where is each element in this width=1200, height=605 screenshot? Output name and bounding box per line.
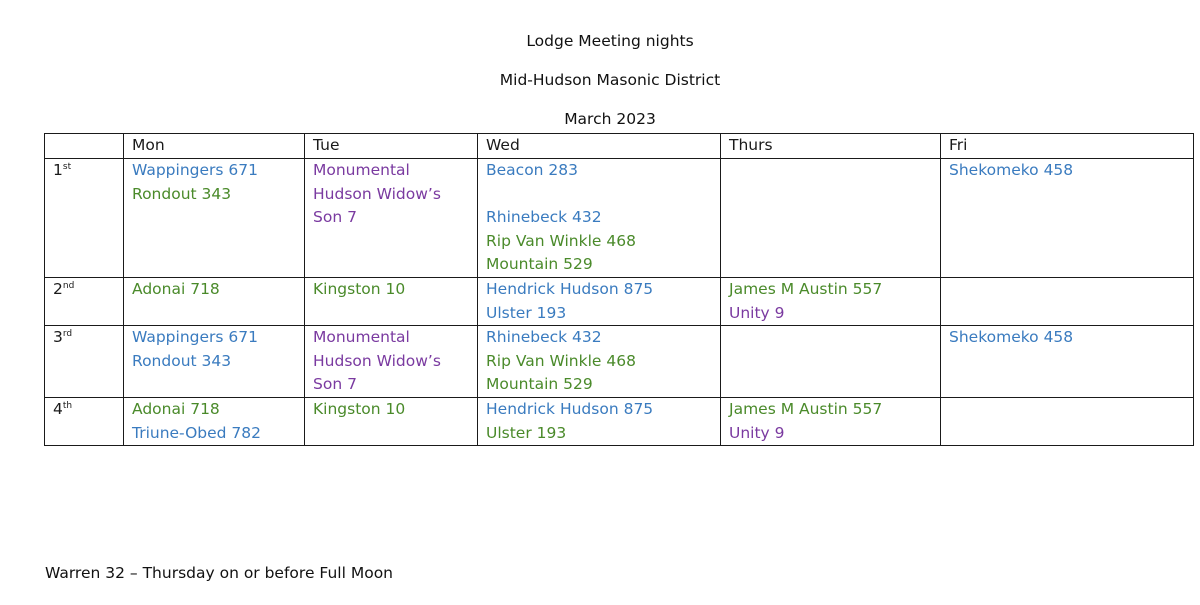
column-header-wed: Wed xyxy=(478,134,721,159)
week-ordinal-suffix: nd xyxy=(62,280,75,291)
lodge-entry: Hendrick Hudson 875 xyxy=(486,399,654,418)
lodge-entry: Ulster 193 xyxy=(486,423,567,442)
lodge-entry: Rhinebeck 432 xyxy=(486,328,602,347)
lodge-entry: Wappingers 671 xyxy=(132,161,258,179)
week-ordinal-suffix: rd xyxy=(62,329,73,340)
table-header-row xyxy=(45,134,1194,159)
lodge-entry: Kingston 10 xyxy=(313,399,406,418)
lodge-entry: Beacon 283 xyxy=(486,161,579,179)
lodge-entry: Rip Van Winkle 468 xyxy=(486,351,636,370)
schedule-cell-tue xyxy=(305,397,478,445)
table-row xyxy=(45,326,1194,398)
schedule-cell-fri xyxy=(941,397,1194,445)
schedule-cell-mon xyxy=(124,397,305,445)
column-header-mon: Mon xyxy=(124,134,305,159)
schedule-cell-wed xyxy=(478,326,721,398)
schedule-cell-mon xyxy=(124,326,305,398)
lodge-entry: Shekomeko 458 xyxy=(949,161,1074,179)
line-gap xyxy=(486,183,720,207)
lodge-entry: Triune-Obed 782 xyxy=(132,423,262,442)
lodge-entry: Unity 9 xyxy=(729,303,785,322)
lodge-entry: Hudson Widow’s xyxy=(313,351,441,370)
lodge-entry: Son 7 xyxy=(313,208,357,227)
schedule-cell-fri xyxy=(941,159,1194,278)
schedule-cell-thu xyxy=(721,397,941,445)
week-number: 1 xyxy=(53,161,63,179)
lodge-entry: Ulster 193 xyxy=(486,303,567,322)
month-subtitle: March 2023 xyxy=(564,110,656,128)
lodge-entry: Unity 9 xyxy=(729,423,785,442)
table-row xyxy=(45,397,1194,445)
week-number: 4 xyxy=(53,399,63,418)
schedule-cell-mon xyxy=(124,159,305,278)
week-label xyxy=(45,326,124,398)
lodge-entry: Rondout 343 xyxy=(132,351,232,370)
schedule-cell-thu xyxy=(721,326,941,398)
lodge-entry: James M Austin 557 xyxy=(729,279,883,298)
week-label xyxy=(45,159,124,278)
week-number: 2 xyxy=(53,279,63,298)
column-header-fri: Fri xyxy=(941,134,1194,159)
lodge-entry: Kingston 10 xyxy=(313,279,406,298)
footnote: Warren 32 – Thursday on or before Full Moon xyxy=(45,564,394,582)
schedule-cell-fri xyxy=(941,277,1194,325)
meeting-schedule-table xyxy=(44,133,1194,446)
schedule-cell-tue xyxy=(305,159,478,278)
week-ordinal-suffix: st xyxy=(62,162,72,172)
column-header-tue: Tue xyxy=(305,134,478,159)
week-ordinal-suffix: th xyxy=(62,400,73,411)
week-label xyxy=(45,397,124,445)
lodge-entry: Hendrick Hudson 875 xyxy=(486,279,654,298)
schedule-cell-wed xyxy=(478,159,721,278)
week-label xyxy=(45,277,124,325)
lodge-entry: Shekomeko 458 xyxy=(949,328,1074,347)
schedule-cell-fri xyxy=(941,326,1194,398)
schedule-cell-wed xyxy=(478,397,721,445)
lodge-entry: Mountain 529 xyxy=(486,375,593,394)
lodge-entry: Adonai 718 xyxy=(132,279,220,298)
lodge-entry: Adonai 718 xyxy=(132,399,220,418)
schedule-cell-tue xyxy=(305,326,478,398)
table-row xyxy=(45,159,1194,278)
week-number: 3 xyxy=(53,328,63,347)
schedule-cell-wed xyxy=(478,277,721,325)
column-header-week xyxy=(45,134,124,159)
lodge-entry: Mountain 529 xyxy=(486,255,593,274)
table-row xyxy=(45,277,1194,325)
district-subtitle: Mid-Hudson Masonic District xyxy=(499,71,721,89)
page-title: Lodge Meeting nights xyxy=(526,32,694,50)
lodge-entry: Wappingers 671 xyxy=(132,328,258,347)
schedule-cell-tue xyxy=(305,277,478,325)
schedule-cell-thu xyxy=(721,159,941,278)
lodge-entry: Hudson Widow’s xyxy=(313,184,441,203)
lodge-entry: Monumental xyxy=(313,161,410,179)
lodge-entry: Rondout 343 xyxy=(132,184,232,203)
lodge-entry: James M Austin 557 xyxy=(729,399,883,418)
schedule-cell-thu xyxy=(721,277,941,325)
lodge-entry: Son 7 xyxy=(313,375,357,394)
lodge-entry: Monumental xyxy=(313,328,410,347)
lodge-entry: Rip Van Winkle 468 xyxy=(486,231,636,250)
column-header-thurs: Thurs xyxy=(721,134,941,159)
lodge-entry: Rhinebeck 432 xyxy=(486,208,602,227)
schedule-cell-mon xyxy=(124,277,305,325)
